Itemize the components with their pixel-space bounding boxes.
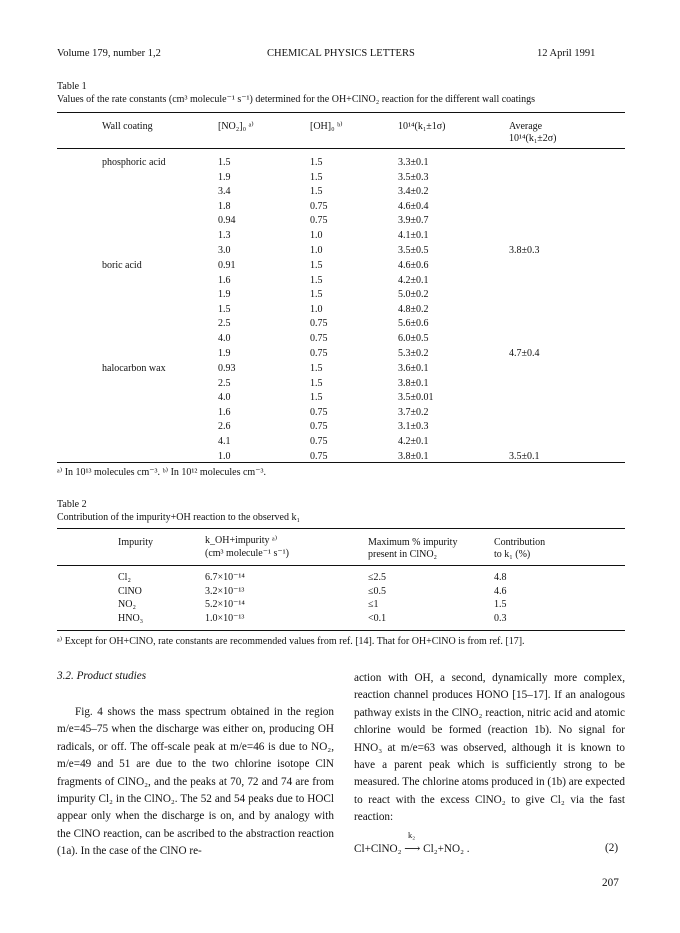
table1-cell: 4.0 [218, 392, 231, 404]
table1-cell: 1.0 [310, 244, 323, 256]
table1-header-average: Average [509, 121, 543, 132]
section-heading: 3.2. Product studies [57, 670, 147, 682]
table1-cell: 0.75 [310, 215, 328, 227]
table1-cell: 1.5 [218, 157, 231, 168]
table1-cell: 1.8 [218, 200, 231, 212]
table1-cell: 0.75 [310, 347, 328, 359]
table1-cell: 0.91 [218, 260, 236, 271]
table1-cell: 4.6±0.6 [398, 260, 429, 271]
table1-cell: 0.93 [218, 363, 236, 374]
table1-label: Table 1 [57, 81, 87, 92]
table1-cell: 4.0 [218, 333, 231, 344]
header-journal: CHEMICAL PHYSICS LETTERS [267, 48, 415, 59]
table1-cell: 0.75 [310, 333, 328, 344]
header-volume: Volume 179, number 1,2 [57, 48, 161, 59]
table1-cell: 3.7±0.2 [398, 406, 429, 418]
table2-cell: 4.6 [494, 585, 507, 597]
table1-cell: 5.6±0.6 [398, 318, 429, 330]
table1-cell: 1.5 [310, 377, 323, 389]
table2-header-contribution-2: to k₁ (%) [494, 549, 531, 560]
table1-cell: 2.5 [218, 377, 231, 389]
table1-average: 4.7±0.4 [509, 347, 540, 359]
table1-cell: 1.5 [310, 392, 323, 404]
table1-cell: 3.3±0.1 [398, 157, 429, 168]
table1-cell: 1.5 [310, 157, 323, 168]
table1-cell: 3.9±0.7 [398, 215, 429, 227]
table1-cell: 6.0±0.5 [398, 333, 429, 344]
table2-cell: <0.1 [368, 612, 387, 624]
table1-cell: 3.8±0.1 [398, 450, 429, 462]
table2-header-contribution: Contribution [494, 537, 546, 548]
table1-footnote: ᵃ⁾ In 10¹³ molecules cm⁻³. ᵇ⁾ In 10¹² molecules cm⁻³. [57, 467, 266, 478]
table1-cell: 5.3±0.2 [398, 347, 429, 359]
table1-cell: 1.3 [218, 230, 231, 241]
table1-cell: 4.2±0.1 [398, 436, 429, 447]
table1-cell: 4.8±0.2 [398, 303, 429, 315]
table1-cell: 0.94 [218, 215, 236, 227]
table2-header-max: Maximum % impurity [368, 537, 458, 548]
table1-cell: 1.5 [310, 260, 323, 271]
table2-cell: 0.3 [494, 612, 507, 624]
table1-cell: 3.6±0.1 [398, 363, 429, 374]
table1-cell: 0.75 [310, 450, 328, 462]
table1-cell: 1.9 [218, 171, 231, 183]
table1-bottom-rule [57, 462, 625, 463]
table2-cell: 1.5 [494, 599, 507, 610]
table1-cell: 1.5 [310, 274, 323, 286]
table2-footnote: ᵃ⁾ Except for OH+ClNO, rate constants are recommended values from ref. [14]. That for OH+ClNO is from ref. [17]. [57, 636, 525, 647]
table1-coating-label: halocarbon wax [102, 363, 166, 374]
table1-average: 3.8±0.3 [509, 244, 540, 256]
table1-coating-label: boric acid [102, 260, 142, 271]
table2-label: Table 2 [57, 499, 87, 510]
table1-cell: 3.8±0.1 [398, 377, 429, 389]
table1-cell: 1.0 [218, 450, 231, 462]
table2-header-max-2: present in ClNO₂ [368, 549, 438, 560]
table2-header-rule [57, 565, 625, 566]
table1-header-no2: [NO₂]₀ ᵃ⁾ [218, 121, 254, 132]
table1-header-k1: 10¹⁴(k₁±1σ) [398, 121, 446, 132]
table2-header-k: k_OH+impurity ᵃ⁾ [205, 535, 278, 546]
table1-cell: 3.4±0.2 [398, 186, 429, 198]
equation: Cl+ClNO₂ ⟶ Cl₂+NO₂ . [354, 843, 470, 855]
table2-cell: 1.0×10⁻¹³ [205, 612, 245, 624]
table1-cell: 3.4 [218, 186, 231, 198]
table1-cell: 1.9 [218, 347, 231, 359]
table1-cell: 1.6 [218, 274, 231, 286]
table1-average: 3.5±0.1 [509, 450, 540, 462]
left-column [57, 704, 334, 861]
table1-header-wall-coating: Wall coating [102, 121, 153, 132]
page-number: 207 [602, 877, 619, 889]
right-column [354, 670, 625, 827]
table2-header-k-units: (cm³ molecule⁻¹ s⁻¹) [205, 548, 289, 559]
table1-cell: 1.5 [310, 186, 323, 198]
table1-cell: 2.5 [218, 318, 231, 330]
table2-top-rule [57, 528, 625, 529]
table2-cell: 4.8 [494, 572, 507, 583]
table1-cell: 1.5 [218, 303, 231, 315]
table1-caption: Values of the rate constants (cm³ molecule⁻¹ s⁻¹) determined for the OH+ClNO₂ reaction for the different wall coatings [57, 94, 536, 105]
table1-cell: 4.6±0.4 [398, 200, 429, 212]
table2-cell: 6.7×10⁻¹⁴ [205, 572, 245, 583]
table1-cell: 1.0 [310, 230, 323, 241]
table2-bottom-rule [57, 630, 625, 631]
header-date: 12 April 1991 [537, 48, 596, 59]
table2-cell: 3.2×10⁻¹³ [205, 585, 245, 597]
table1-cell: 3.5±0.3 [398, 171, 429, 183]
table2-cell: Cl₂ [118, 572, 131, 583]
table1-cell: 1.9 [218, 289, 231, 301]
table1-coating-label: phosphoric acid [102, 157, 166, 168]
table1-header-rule [57, 148, 625, 149]
table1-cell: 3.1±0.3 [398, 421, 429, 433]
table1-cell: 0.75 [310, 318, 328, 330]
table1-cell: 2.6 [218, 421, 231, 433]
right-paragraph: action with OH, a second, dynamically more complex, reaction channel produces HONO [15–17]. If an analogous pathway exists in the ClNO₂ reaction, nitric acid and atomic chlorine would be formed (reaction 1b). No signal for HNO₃ at m/e=63 was observed, although it is known to have a parent peak which is sufficiently strong to be measured. The chlorine atoms produced in (1b) are expected to react with the excess ClNO₂ to give Cl₂ via the fast reaction: [354, 672, 625, 824]
table1-cell: 4.1±0.1 [398, 230, 429, 241]
table2-cell: 5.2×10⁻¹⁴ [205, 599, 245, 610]
table1-cell: 4.1 [218, 436, 231, 447]
table1-cell: 3.0 [218, 244, 231, 256]
table1-cell: 0.75 [310, 436, 328, 447]
table1-header-average-k1: 10¹⁴(k₁±2σ) [509, 133, 557, 144]
equation-rate-constant: k₂ [408, 830, 416, 840]
table1-cell: 3.5±0.5 [398, 244, 429, 256]
table1-cell: 0.75 [310, 421, 328, 433]
table1-cell: 1.0 [310, 303, 323, 315]
table2-cell: ≤1 [368, 599, 379, 610]
table1-cell: 3.5±0.01 [398, 392, 434, 404]
table2-cell: ≤2.5 [368, 572, 386, 583]
table2-cell: ClNO [118, 585, 142, 597]
left-paragraph: Fig. 4 shows the mass spectrum obtained in the region m/e=45–75 when the discharge was either on, producing OH radicals, or off. The off-scale peak at m/e=46 is due to NO₂, m/e=49 and 51 are due to the two chlorine isotope ClN fragments of ClNO₂, and the peaks at 70, 72 and 74 are from impurity Cl₂ in the ClNO₂. The 52 and 54 peaks due to HOCl appear only when the discharge is on, and by analogy with the ClNO reaction, can be ascribed to the abstraction reaction (1a). In the case of the ClNO re- [57, 706, 334, 858]
table1-header-oh: [OH]₀ ᵇ⁾ [310, 121, 343, 132]
table2-caption: Contribution of the impurity+OH reaction to the observed k₁ [57, 512, 300, 523]
table1-cell: 0.75 [310, 200, 328, 212]
table2-cell: ≤0.5 [368, 585, 386, 597]
table1-cell: 1.5 [310, 171, 323, 183]
table2-cell: NO₂ [118, 599, 136, 610]
table1-cell: 5.0±0.2 [398, 289, 429, 301]
table2-cell: HNO₃ [118, 612, 144, 624]
equation-number: (2) [605, 842, 619, 854]
table1-top-rule [57, 112, 625, 113]
table1-cell: 4.2±0.1 [398, 274, 429, 286]
table1-cell: 0.75 [310, 406, 328, 418]
table2-header-impurity: Impurity [118, 537, 153, 548]
table1-cell: 1.5 [310, 289, 323, 301]
table1-cell: 1.6 [218, 406, 231, 418]
table1-cell: 1.5 [310, 363, 323, 374]
